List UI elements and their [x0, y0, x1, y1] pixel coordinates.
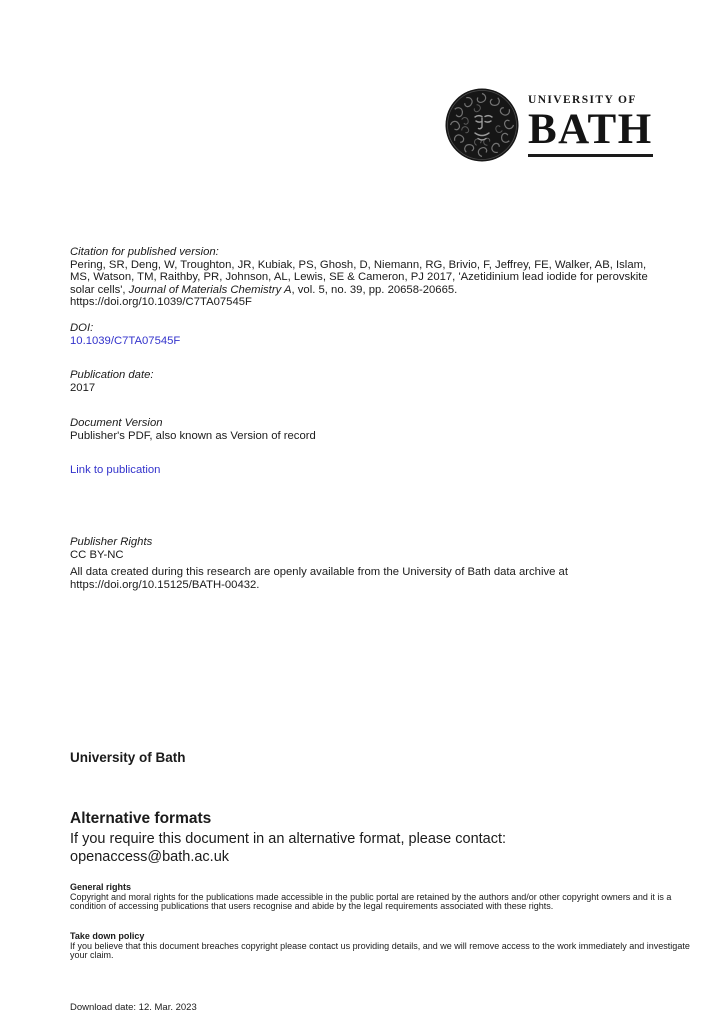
- logo-wordmark: [528, 88, 653, 157]
- take-down-policy-body: If you believe that this document breaches copyright please contact us providing details, and we will remove access to the work immediately and investigate your claim.: [70, 940, 690, 961]
- doi-label: DOI:: [70, 322, 94, 334]
- doi-link[interactable]: 10.1039/C7TA07545F: [70, 334, 181, 347]
- citation-label: Citation for published version:: [70, 246, 219, 258]
- publisher-rights-section: [70, 536, 664, 591]
- doi-section: [70, 322, 664, 347]
- citation-url: https://doi.org/10.1039/C7TA07545F: [70, 296, 252, 309]
- publication-date-label: Publication date:: [70, 369, 154, 381]
- citation-tail: , vol. 5, no. 39, pp. 20658-20665.: [291, 283, 458, 296]
- university-of-bath-logo: [445, 88, 653, 162]
- document-version-label: Document Version: [70, 417, 163, 429]
- document-version-section: [70, 417, 664, 442]
- general-rights-body: Copyright and moral rights for the publications made accessible in the public portal are retained by the authors and/or other copyright owners and it is a condition of accessing publications that users recognise and abide by the legal requirements associated with these rights.: [70, 891, 672, 912]
- alternative-formats-body: If you require this document in an alternative format, please contact:: [70, 831, 507, 847]
- citation-authors: Pering, SR, Deng, W, Troughton, JR, Kubiak, PS, Ghosh, D, Niemann, RG, Brivio, F, Jeffrey, FE, Walker, AB, Islam, MS, Watson, TM, Raithby, PR, Johnson, AL, Lewis, SE & Cameron, PJ 2017, 'Azetidinium lead iodide for perovskite solar cells',: [70, 258, 648, 296]
- link-to-publication[interactable]: Link to publication: [70, 464, 161, 476]
- citation-text: [70, 259, 664, 297]
- publication-date-section: [70, 369, 664, 394]
- logo-bath-text: BATH: [528, 108, 653, 157]
- publication-date-value: 2017: [70, 381, 96, 394]
- publisher-rights-license: CC BY-NC: [70, 548, 124, 561]
- alternative-formats-heading: Alternative formats: [70, 810, 212, 827]
- take-down-policy-section: [70, 932, 690, 961]
- publisher-rights-label: Publisher Rights: [70, 536, 153, 548]
- logo-university-of-text: UNIVERSITY OF: [528, 94, 637, 106]
- bath-crest-icon: [445, 88, 519, 162]
- document-version-value: Publisher's PDF, also known as Version of record: [70, 429, 316, 442]
- download-date: Download date: 12. Mar. 2023: [70, 1002, 197, 1013]
- journal-title: Journal of Materials Chemistry A: [128, 283, 292, 296]
- alternative-formats-section: [70, 809, 670, 866]
- general-rights-section: [70, 883, 690, 912]
- data-archive-note: All data created during this research are openly available from the University of Bath data archive at https://doi.org/10.15125/BATH-00432.: [70, 566, 568, 591]
- general-rights-heading: General rights: [70, 882, 132, 892]
- openaccess-email: openaccess@bath.ac.uk: [70, 849, 230, 865]
- university-heading: University of Bath: [70, 750, 186, 765]
- link-to-publication-section: [70, 464, 160, 476]
- take-down-policy-heading: Take down policy: [70, 931, 145, 941]
- citation-section: [70, 246, 664, 309]
